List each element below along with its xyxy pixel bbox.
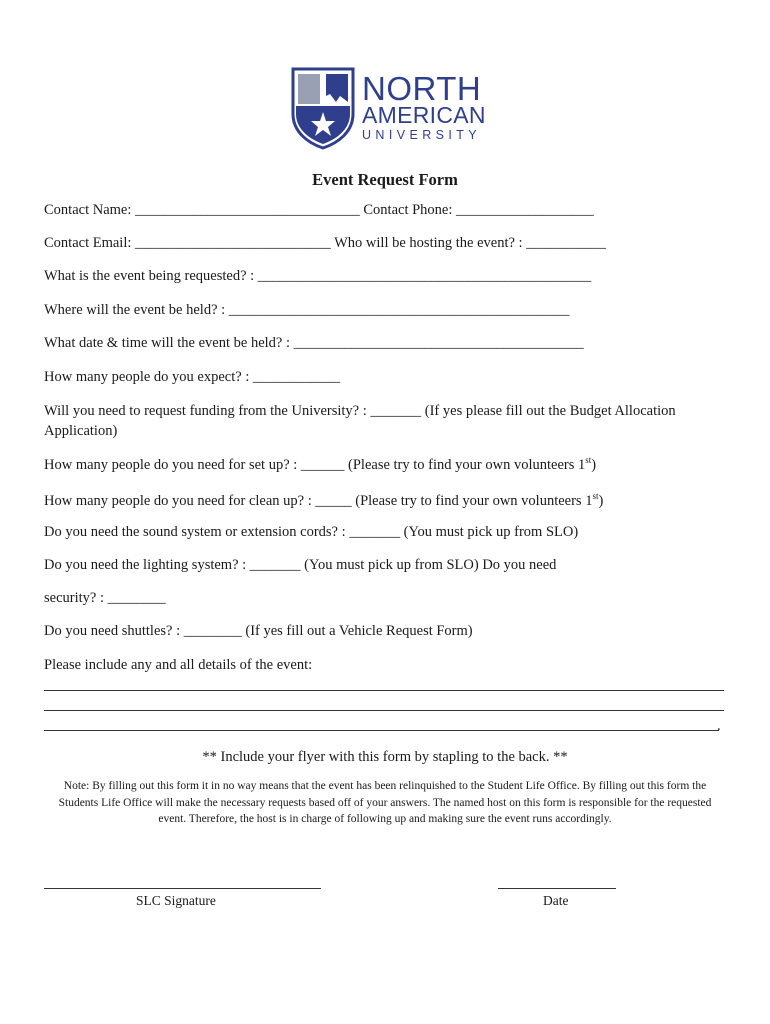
disclaimer-note: Note: By filling out this form it in no way means that the event has been relinquished to the Student Life Office. By filling out this form the Students Life Office will make the necessary requests based off of your answers. The named host on this form is responsible for the requested event. Therefore, the host is in charge of following up and making sure the event runs accordingly. [58, 780, 712, 825]
logo-word-north: NORTH [362, 70, 482, 107]
event-details-label: Please include any and all details of the event: [44, 657, 313, 673]
event-location-line[interactable]: Where will the event be held? : _______________________________________________ [44, 302, 570, 318]
setup-close: ) [591, 456, 597, 473]
form-title: Event Request Form [312, 170, 458, 189]
date-line[interactable] [498, 888, 616, 889]
expected-attendance-line[interactable]: How many people do you expect? : ____________ [44, 369, 340, 385]
cleanup-close: ) [598, 492, 604, 509]
details-input-line-3[interactable] [44, 730, 719, 731]
setup-ordinal: st [585, 455, 592, 465]
slc-signature-label: SLC Signature [136, 893, 216, 908]
logo-word-american: AMERICAN [362, 102, 486, 128]
security-line[interactable]: security? : ________ [44, 590, 166, 606]
lighting-system-line[interactable]: Do you need the lighting system? : _______ (You must pick up from SLO) Do you need [44, 557, 557, 573]
shield-star-crest-icon [290, 66, 356, 150]
details-input-line-1[interactable] [44, 690, 724, 691]
funding-request-line[interactable]: Will you need to request funding from the University? : _______ (If yes please fill out the Budget Allocation Application) [44, 403, 676, 439]
contact-email-host-line[interactable]: Contact Email: ___________________________ Who will be hosting the event? : ___________ [44, 235, 606, 251]
logo-word-university: UNIVERSITY [362, 128, 482, 142]
contact-name-phone-line[interactable]: Contact Name: _______________________________ Contact Phone: ___________________ [44, 202, 594, 218]
date-label: Date [543, 893, 569, 908]
cleanup-volunteers-line[interactable] [44, 491, 603, 510]
event-requested-line[interactable]: What is the event being requested? : ______________________________________________ [44, 268, 592, 284]
details-end-period: . [717, 718, 721, 734]
shuttles-line[interactable]: Do you need shuttles? : ________ (If yes fill out a Vehicle Request Form) [44, 623, 473, 639]
slc-signature-line[interactable] [44, 888, 321, 889]
event-datetime-line[interactable]: What date & time will the event be held? : ________________________________________ [44, 335, 584, 351]
flyer-instruction: ** Include your flyer with this form by stapling to the back. ** [202, 749, 568, 765]
university-logo [290, 66, 500, 150]
details-input-line-2[interactable] [44, 710, 724, 711]
sound-system-line[interactable]: Do you need the sound system or extension cords? : _______ (You must pick up from SLO) [44, 524, 579, 540]
setup-volunteers-text: How many people do you need for set up? : ______ (Please try to find your own volunteers 1 [44, 456, 586, 473]
cleanup-ordinal: st [592, 491, 599, 501]
setup-volunteers-line[interactable] [44, 455, 596, 474]
cleanup-volunteers-text: How many people do you need for clean up? : _____ (Please try to find your own volunteers 1 [44, 492, 593, 509]
